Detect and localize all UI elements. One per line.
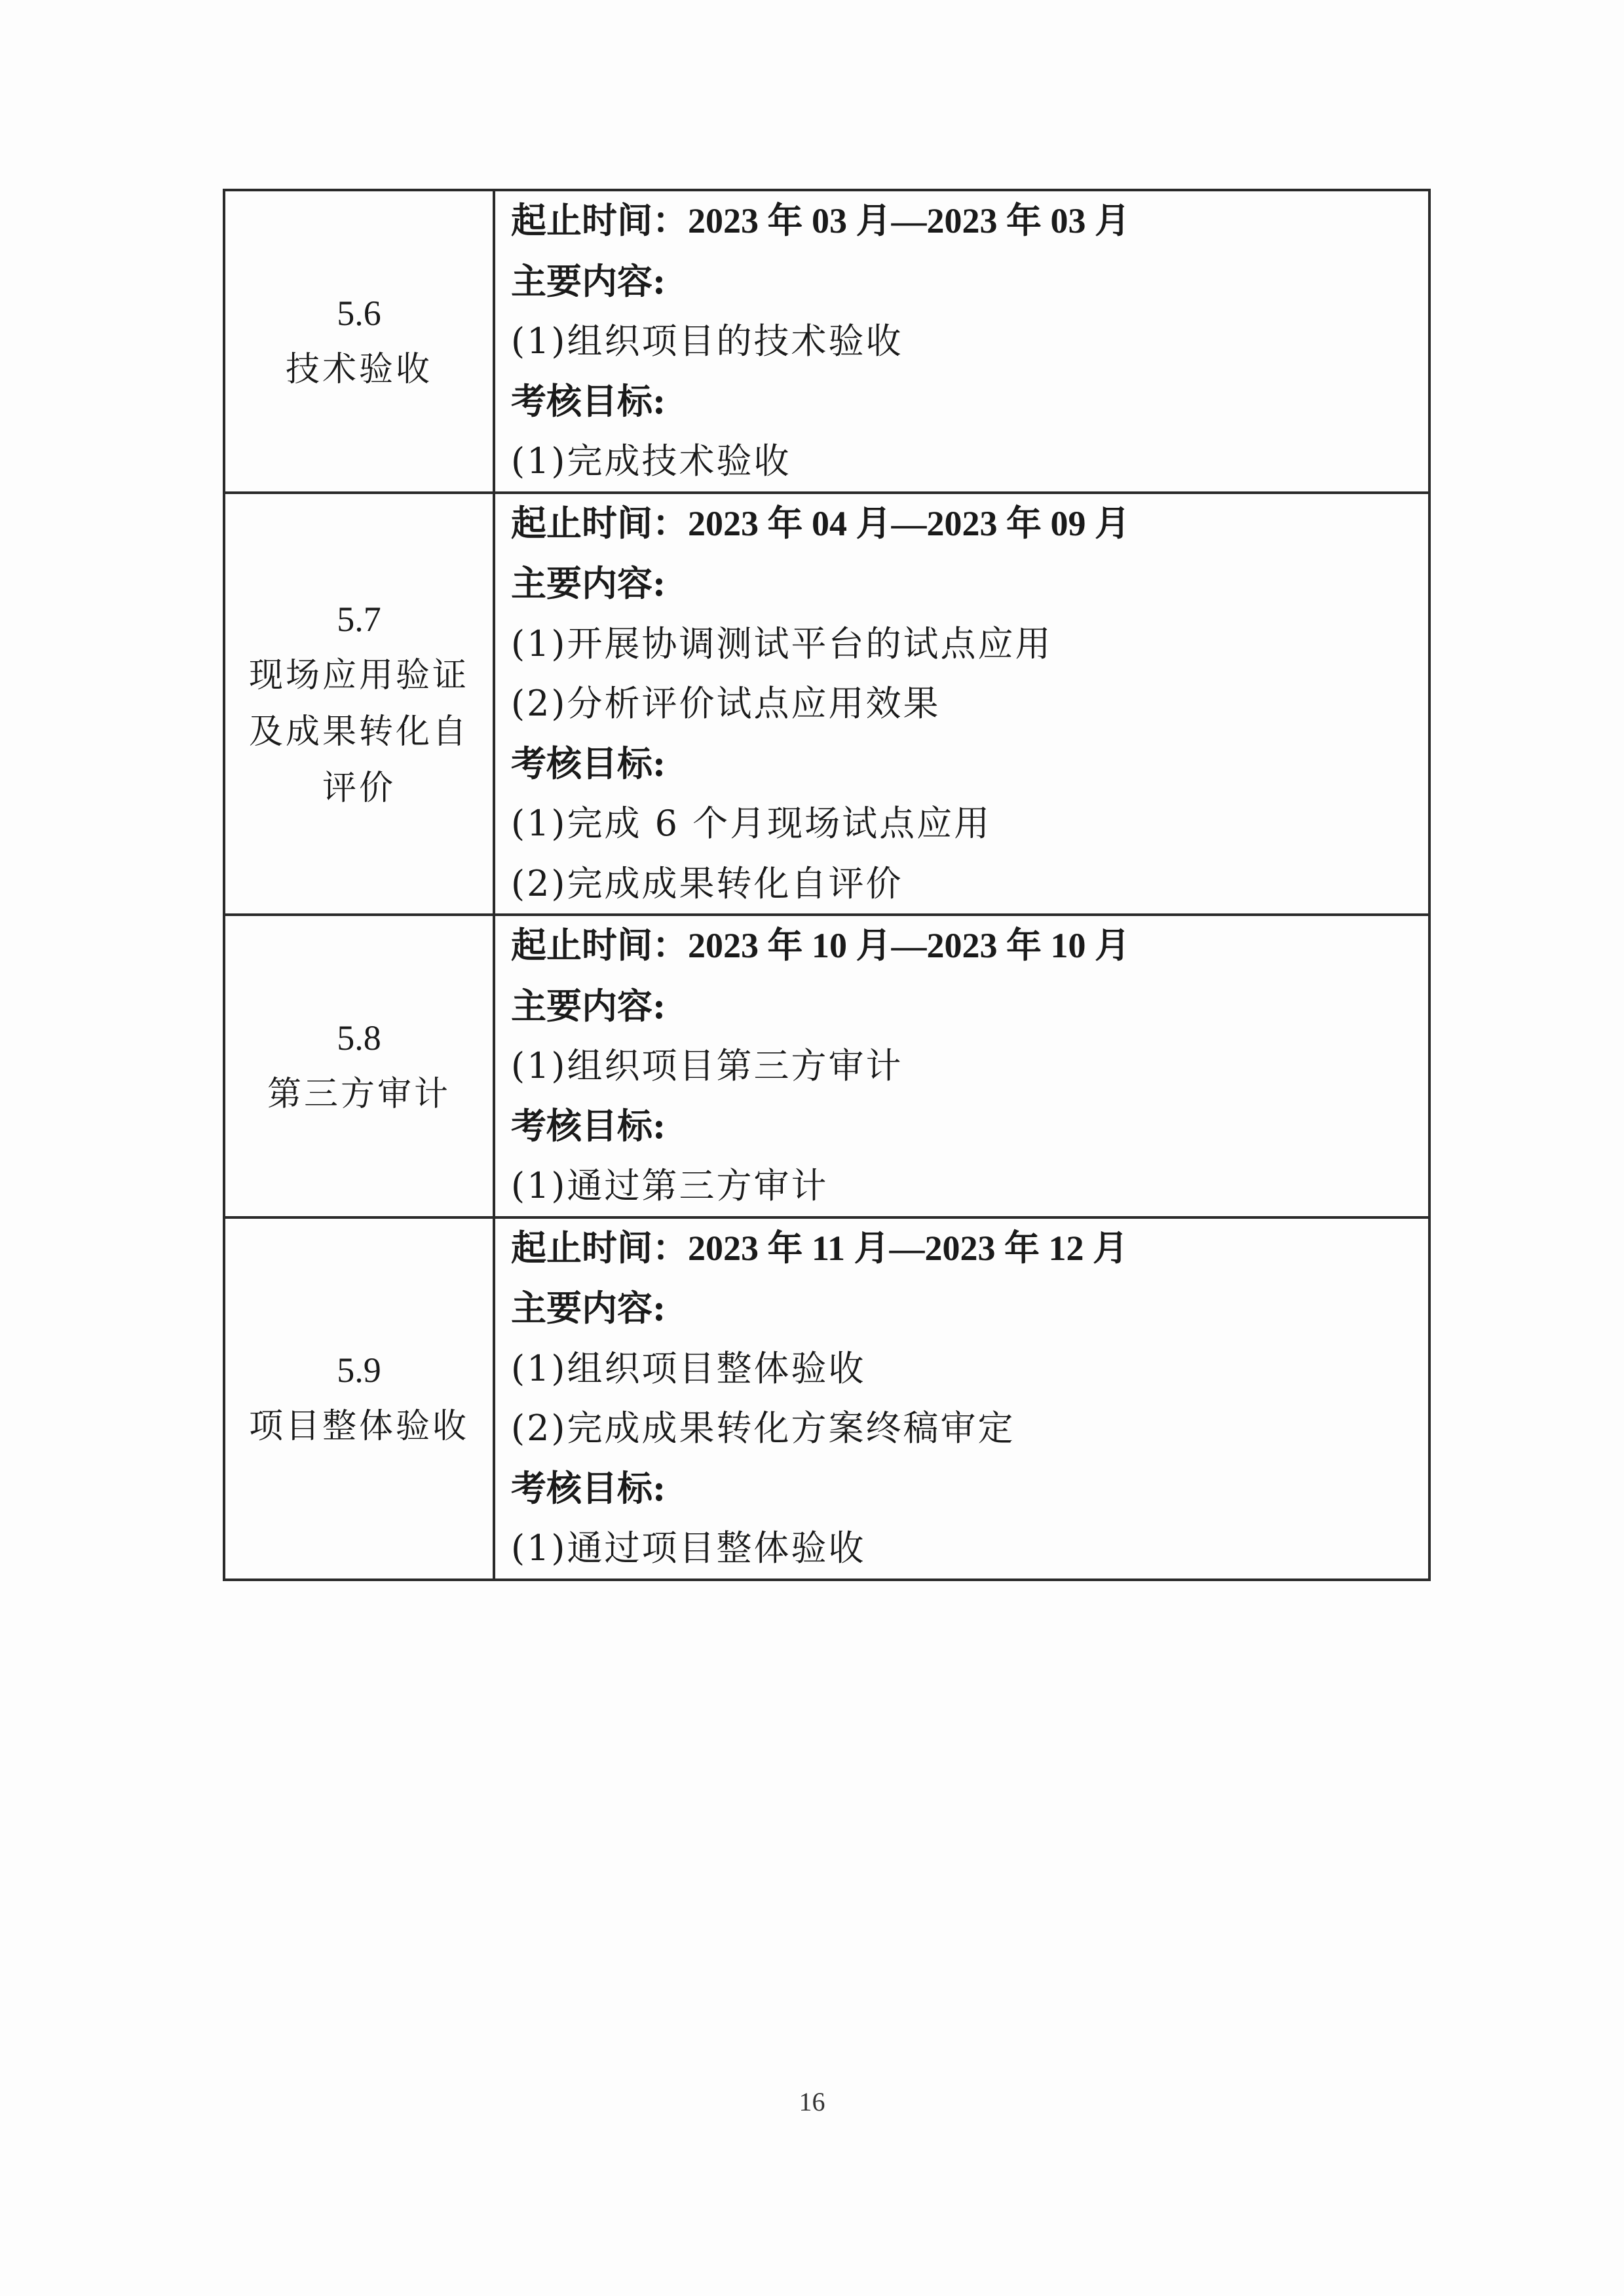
content-heading: 主要内容:	[511, 562, 666, 604]
detail-cell	[494, 190, 1429, 493]
target-heading: 考核目标:	[511, 1104, 666, 1147]
target-heading: 考核目标:	[511, 742, 666, 784]
content-item: (1)组织项目整体验收	[511, 1347, 866, 1389]
period-text: 起止时间：2023 年 03 月—2023 年 03 月	[511, 201, 1130, 240]
target-heading: 考核目标:	[511, 1466, 666, 1509]
period-text: 起止时间：2023 年 11 月—2023 年 12 月	[511, 1228, 1129, 1268]
phase-cell	[224, 1217, 494, 1580]
phase-number: 5.6	[337, 293, 381, 333]
table-row	[224, 190, 1429, 493]
schedule-table	[223, 189, 1431, 1581]
content-item: (1)开展协调测试平台的试点应用	[511, 622, 1053, 664]
table-row	[224, 1217, 1429, 1580]
content-item: (1)组织项目第三方审计	[511, 1045, 903, 1086]
target-item: (1)完成 6 个月现场试点应用	[511, 803, 992, 844]
phase-number: 5.8	[337, 1018, 381, 1058]
content-heading: 主要内容:	[511, 1287, 666, 1329]
detail-cell	[494, 493, 1429, 915]
target-item: (1)完成技术验收	[511, 440, 791, 482]
phase-cell	[224, 190, 494, 493]
phase-number: 5.9	[337, 1350, 381, 1390]
content-heading: 主要内容:	[511, 259, 666, 302]
page-number: 16	[799, 2087, 825, 2116]
phase-number: 5.7	[337, 599, 381, 639]
table-row	[224, 915, 1429, 1217]
phase-name: 技术验收	[285, 349, 432, 389]
content-item: (1)组织项目的技术验收	[511, 320, 903, 362]
target-item: (2)完成成果转化自评价	[511, 862, 903, 904]
period-text: 起止时间：2023 年 10 月—2023 年 10 月	[511, 926, 1130, 965]
detail-cell	[494, 915, 1429, 1217]
content-item: (2)完成成果转化方案终稿审定	[511, 1407, 1015, 1449]
detail-cell	[494, 1217, 1429, 1580]
table-row	[224, 493, 1429, 915]
phase-name: 现场应用验证及成果转化自评价	[248, 655, 469, 808]
phase-cell	[224, 915, 494, 1217]
content-heading: 主要内容:	[511, 984, 666, 1027]
phase-cell	[224, 493, 494, 915]
period-text: 起止时间：2023 年 04 月—2023 年 09 月	[511, 503, 1130, 543]
content-item: (2)分析评价试点应用效果	[511, 683, 941, 724]
target-heading: 考核目标:	[511, 379, 666, 422]
target-item: (1)通过第三方审计	[511, 1165, 829, 1206]
phase-name: 第三方审计	[267, 1074, 451, 1114]
target-item: (1)通过项目整体验收	[511, 1527, 866, 1569]
phase-name: 项目整体验收	[248, 1407, 469, 1446]
